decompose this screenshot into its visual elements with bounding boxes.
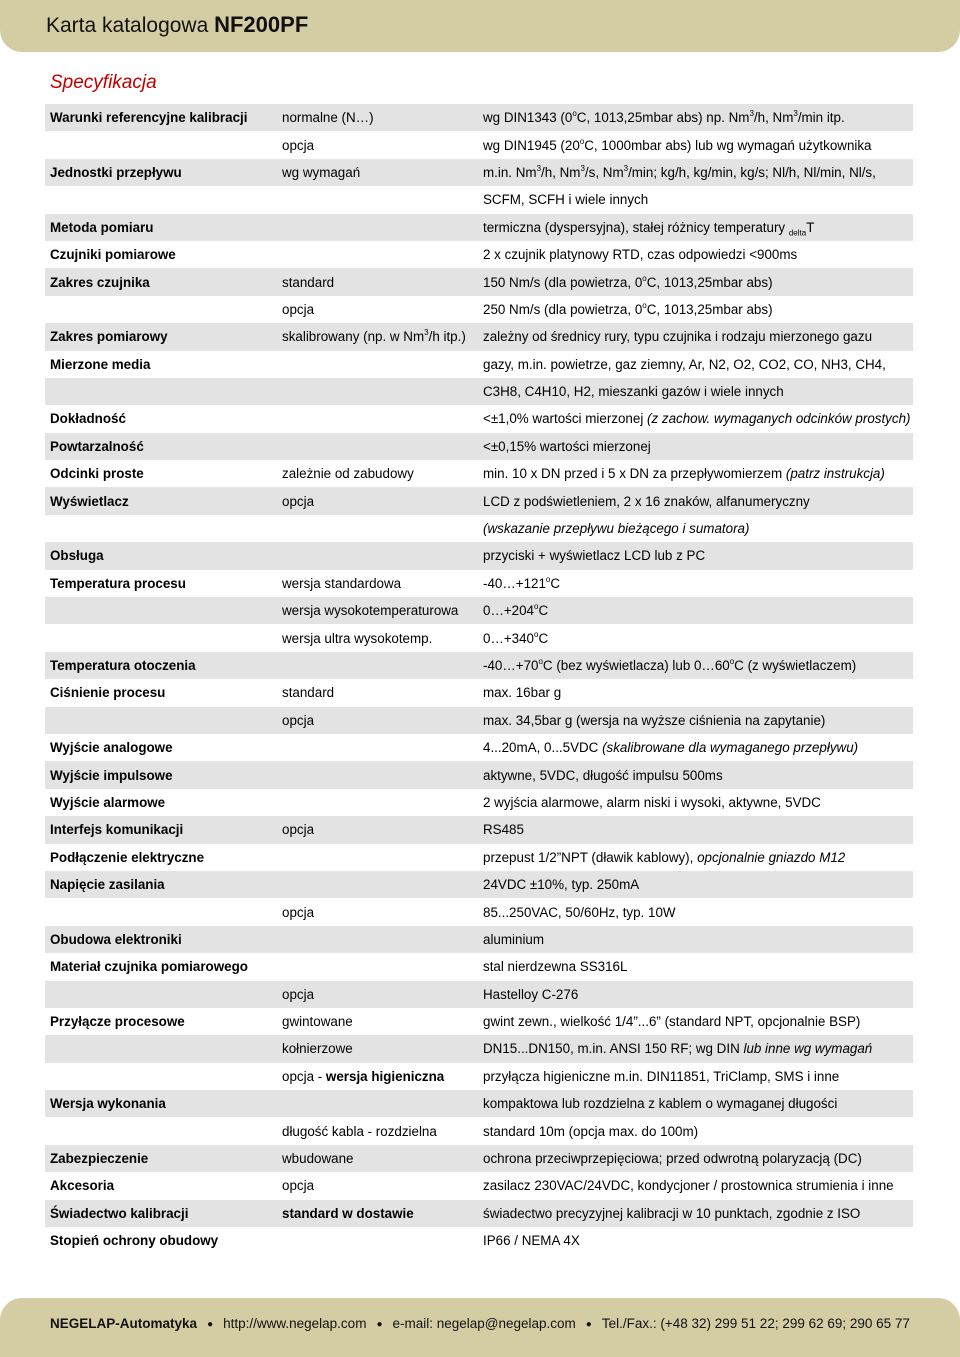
spec-value: gazy, m.in. powietrze, gaz ziemny, Ar, N2, O2, CO2, CO, NH3, CH4,	[483, 356, 886, 372]
spec-value: kompaktowa lub rozdzielna z kablem o wymaganej długości	[478, 1090, 913, 1117]
spec-value: ochrona przeciwprzepięciowa; przed odwrotną polaryzacją (DC)	[478, 1145, 913, 1172]
spec-row	[45, 241, 913, 268]
spec-value: wg DIN1945 (20$^o$C, 1000mbar abs) lub wg wymagań użytkownika	[483, 136, 872, 153]
spec-row	[45, 323, 913, 350]
spec-row	[45, 761, 913, 788]
spec-label	[45, 131, 277, 158]
spec-row	[45, 131, 913, 158]
spec-row	[45, 542, 913, 569]
spec-row	[45, 1090, 913, 1117]
spec-row	[45, 378, 913, 405]
bullet-icon: ●	[207, 1319, 214, 1330]
spec-variant: opcja	[277, 707, 478, 734]
spec-variant	[277, 1227, 478, 1254]
header-bar	[0, 0, 960, 52]
spec-row	[45, 816, 913, 843]
bullet-icon: ●	[585, 1319, 592, 1330]
spec-variant	[277, 405, 478, 432]
spec-row	[45, 652, 913, 679]
spec-variant: zależnie od zabudowy	[282, 466, 414, 482]
spec-row	[45, 1008, 913, 1035]
spec-row	[45, 405, 913, 432]
spec-row	[45, 487, 913, 514]
spec-variant	[277, 542, 478, 569]
spec-value: wg DIN1343 (0$^o$C, 1013,25mbar abs) np. Nm$^3$/h, Nm$^3$/min itp.	[478, 104, 913, 131]
spec-variant	[277, 241, 478, 268]
spec-value: <±1,0% wartości mierzonej (z zachow. wymaganych odcinków prostych)	[483, 411, 911, 427]
spec-label: Temperatura otoczenia	[45, 652, 277, 679]
spec-variant: skalibrowany (np. w Nm$^3$/h itp.)	[277, 323, 478, 350]
spec-row	[45, 1200, 913, 1227]
spec-row	[45, 981, 913, 1008]
spec-value: standard 10m (opcja max. do 100m)	[483, 1123, 699, 1139]
spec-value: IP66 / NEMA 4X	[483, 1233, 580, 1249]
spec-variant	[277, 761, 478, 788]
spec-row	[45, 789, 913, 816]
spec-variant	[277, 1090, 478, 1117]
spec-variant	[277, 844, 478, 871]
spec-variant: standard	[277, 268, 478, 295]
spec-label: Akcesoria	[50, 1178, 115, 1194]
spec-label: Wyświetlacz	[45, 487, 277, 514]
spec-label: Powtarzalność	[45, 433, 277, 460]
spec-row	[45, 1145, 913, 1172]
spec-label: Dokładność	[50, 411, 126, 427]
spec-label	[45, 597, 277, 624]
spec-value: 2 x czujnik platynowy RTD, czas odpowiedzi <900ms	[483, 247, 798, 263]
spec-label: Metoda pomiaru	[45, 214, 277, 241]
spec-label: Interfejs komunikacji	[45, 816, 277, 843]
spec-variant	[277, 789, 478, 816]
spec-value: max. 16bar g	[483, 685, 562, 701]
spec-label: Podłączenie elektryczne	[50, 849, 205, 865]
spec-variant	[277, 652, 478, 679]
spec-label: Wyjście analogowe	[50, 740, 173, 756]
spec-variant: standard w dostawie	[277, 1200, 478, 1227]
spec-label	[45, 515, 277, 542]
spec-label: Czujniki pomiarowe	[50, 247, 176, 263]
section-title: Specyfikacja	[50, 72, 157, 93]
spec-label: Obsługa	[45, 542, 277, 569]
spec-variant	[277, 378, 478, 405]
spec-variant	[277, 926, 478, 953]
spec-label: Świadectwo kalibracji	[45, 1200, 277, 1227]
spec-label: Obudowa elektroniki	[45, 926, 277, 953]
spec-table-body	[45, 104, 913, 1254]
spec-variant	[277, 871, 478, 898]
spec-variant	[277, 214, 478, 241]
spec-row	[45, 734, 913, 761]
spec-label	[45, 186, 277, 213]
spec-value: przepust 1/2”NPT (dławik kablowy), opcjonalnie gniazdo M12	[483, 849, 846, 865]
spec-value: zależny od średnicy rury, typu czujnika i rodzaju mierzonego gazu	[478, 323, 913, 350]
spec-row	[45, 1227, 913, 1254]
spec-label	[45, 624, 277, 651]
spec-row	[45, 214, 913, 241]
spec-value: DN15...DN150, m.in. ANSI 150 RF; wg DIN lub inne wg wymagań	[478, 1035, 913, 1062]
spec-variant: opcja	[282, 137, 315, 153]
footer-contact	[0, 1316, 960, 1331]
spec-row	[45, 159, 913, 186]
page-title	[46, 12, 308, 38]
spec-row	[45, 268, 913, 295]
spec-row	[45, 570, 913, 597]
spec-variant: opcja	[277, 816, 478, 843]
spec-row	[45, 707, 913, 734]
footer-website-link[interactable]: http://www.negelap.com	[223, 1316, 367, 1331]
spec-label: Warunki referencyjne kalibracji	[45, 104, 277, 131]
spec-variant	[277, 433, 478, 460]
spec-value: 4...20mA, 0...5VDC (skalibrowane dla wymaganego przepływu)	[483, 740, 859, 756]
spec-value: m.in. Nm$^3$/h, Nm$^3$/s, Nm$^3$/min; kg/h, kg/min, kg/s; Nl/h, Nl/min, Nl/s,	[478, 159, 913, 186]
spec-value: RS485	[478, 816, 913, 843]
spec-label	[45, 707, 277, 734]
spec-variant: normalne (N…)	[277, 104, 478, 131]
spec-label: Odcinki proste	[50, 466, 144, 482]
spec-value: C3H8, C4H10, H2, mieszanki gazów i wiele innych	[478, 378, 913, 405]
spec-value: 150 Nm/s (dla powietrza, 0$^o$C, 1013,25mbar abs)	[478, 268, 913, 295]
title-prefix: Karta katalogowa	[46, 14, 215, 37]
spec-value: termiczna (dyspersyjna), stałej różnicy temperatury $_{delta}$T	[478, 214, 913, 241]
spec-row	[45, 926, 913, 953]
spec-value: gwint zewn., wielkość 1/4”...6” (standard NPT, opcjonalnie BSP)	[483, 1014, 861, 1030]
spec-variant	[277, 953, 478, 980]
spec-value: LCD z podświetleniem, 2 x 16 znaków, alfanumeryczny	[478, 487, 913, 514]
spec-row	[45, 1117, 913, 1144]
footer-email-link[interactable]: e-mail: negelap@negelap.com	[392, 1316, 576, 1331]
spec-value: <±0,15% wartości mierzonej	[478, 433, 913, 460]
spec-value: 250 Nm/s (dla powietrza, 0$^o$C, 1013,25mbar abs)	[483, 300, 773, 317]
spec-label: Wersja wykonania	[45, 1090, 277, 1117]
spec-row	[45, 679, 913, 706]
spec-label	[45, 898, 277, 925]
spec-variant: opcja	[277, 981, 478, 1008]
spec-value: stal nierdzewna SS316L	[483, 959, 628, 975]
spec-label: Zabezpieczenie	[45, 1145, 277, 1172]
spec-variant: wbudowane	[277, 1145, 478, 1172]
spec-label: Mierzone media	[50, 356, 151, 372]
spec-row	[45, 898, 913, 925]
spec-label	[45, 378, 277, 405]
spec-value: zasilacz 230VAC/24VDC, kondycjoner / prostownica strumienia i inne	[483, 1178, 894, 1194]
spec-row	[45, 624, 913, 651]
spec-label: Jednostki przepływu	[45, 159, 277, 186]
spec-label: Wyjście alarmowe	[50, 794, 166, 810]
spec-value: przyciski + wyświetlacz LCD lub z PC	[478, 542, 913, 569]
spec-value: 24VDC ±10%, typ. 250mA	[478, 871, 913, 898]
spec-value: świadectwo precyzyjnej kalibracji w 10 punktach, zgodnie z ISO	[478, 1200, 913, 1227]
spec-variant: opcja	[282, 1178, 315, 1194]
spec-value: 2 wyjścia alarmowe, alarm niski i wysoki, aktywne, 5VDC	[483, 794, 821, 810]
spec-variant: standard	[282, 685, 335, 701]
spec-variant	[277, 734, 478, 761]
spec-row	[45, 953, 913, 980]
spec-label	[45, 296, 277, 323]
spec-variant: opcja - wersja higieniczna	[282, 1068, 445, 1084]
spec-label: Ciśnienie procesu	[50, 685, 166, 701]
spec-variant: kołnierzowe	[277, 1035, 478, 1062]
spec-row	[45, 351, 913, 378]
spec-variant	[277, 351, 478, 378]
spec-value: 85...250VAC, 50/60Hz, typ. 10W	[483, 904, 676, 920]
spec-row	[45, 186, 913, 213]
spec-label: Temperatura procesu	[50, 575, 186, 591]
title-model: NF200PF	[214, 12, 309, 37]
spec-label	[45, 1117, 277, 1144]
spec-row	[45, 296, 913, 323]
spec-value: Hastelloy C-276	[478, 981, 913, 1008]
spec-row	[45, 1063, 913, 1090]
spec-label: Przyłącze procesowe	[50, 1014, 185, 1030]
spec-value: min. 10 x DN przed i 5 x DN za przepływomierzem (patrz instrukcja)	[483, 466, 885, 482]
spec-variant: długość kabla - rozdzielna	[282, 1123, 437, 1139]
spec-value: max. 34,5bar g (wersja na wyższe ciśnienia na zapytanie)	[478, 707, 913, 734]
spec-variant: wersja ultra wysokotemp.	[282, 630, 433, 646]
spec-value: $0\dots+204^oC$	[478, 597, 913, 624]
spec-value: aktywne, 5VDC, długość impulsu 500ms	[478, 761, 913, 788]
spec-row	[45, 460, 913, 487]
spec-label: Napięcie zasilania	[45, 871, 277, 898]
spec-value: SCFM, SCFH i wiele innych	[483, 192, 649, 208]
spec-variant: wg wymagań	[277, 159, 478, 186]
spec-variant: opcja	[277, 487, 478, 514]
spec-row	[45, 597, 913, 624]
spec-row	[45, 433, 913, 460]
spec-value: aluminium	[478, 926, 913, 953]
spec-row	[45, 104, 913, 131]
bullet-icon: ●	[376, 1319, 383, 1330]
spec-label	[45, 981, 277, 1008]
spec-value: $-40\dots+121^oC$	[483, 574, 561, 591]
spec-variant: wersja wysokotemperaturowa	[277, 597, 478, 624]
spec-label: Stopień ochrony obudowy	[50, 1233, 219, 1249]
spec-value: $0\dots+340^oC$	[483, 629, 549, 646]
spec-value: $-40\dots+70^oC$ (bez wyświetlacza) lub 0…60$^o$C (z wyświetlaczem)	[478, 652, 913, 679]
spec-variant: wersja standardowa	[282, 575, 402, 591]
spec-row	[45, 1172, 913, 1199]
spec-variant: gwintowane	[282, 1014, 353, 1030]
spec-label: Zakres pomiarowy	[45, 323, 277, 350]
spec-label: Wyjście impulsowe	[45, 761, 277, 788]
spec-row	[45, 871, 913, 898]
spec-value: przyłącza higieniczne m.in. DIN11851, TriClamp, SMS i inne	[483, 1068, 840, 1084]
footer-phone: Tel./Fax.: (+48 32) 299 51 22; 299 62 69; 290 65 77	[601, 1316, 910, 1331]
spec-variant: opcja	[282, 904, 315, 920]
spec-label: Zakres czujnika	[45, 268, 277, 295]
spec-label	[45, 1035, 277, 1062]
spec-label: Materiał czujnika pomiarowego	[50, 959, 248, 975]
spec-row	[45, 844, 913, 871]
spec-row	[45, 515, 913, 542]
spec-variant	[277, 186, 478, 213]
spec-variant: opcja	[282, 301, 315, 317]
footer-company: NEGELAP-Automatyka	[50, 1316, 198, 1331]
spec-table	[45, 104, 913, 1254]
spec-label	[45, 1063, 277, 1090]
spec-row	[45, 1035, 913, 1062]
spec-variant	[277, 515, 478, 542]
spec-value: (wskazanie przepływu bieżącego i sumatora)	[483, 521, 750, 537]
